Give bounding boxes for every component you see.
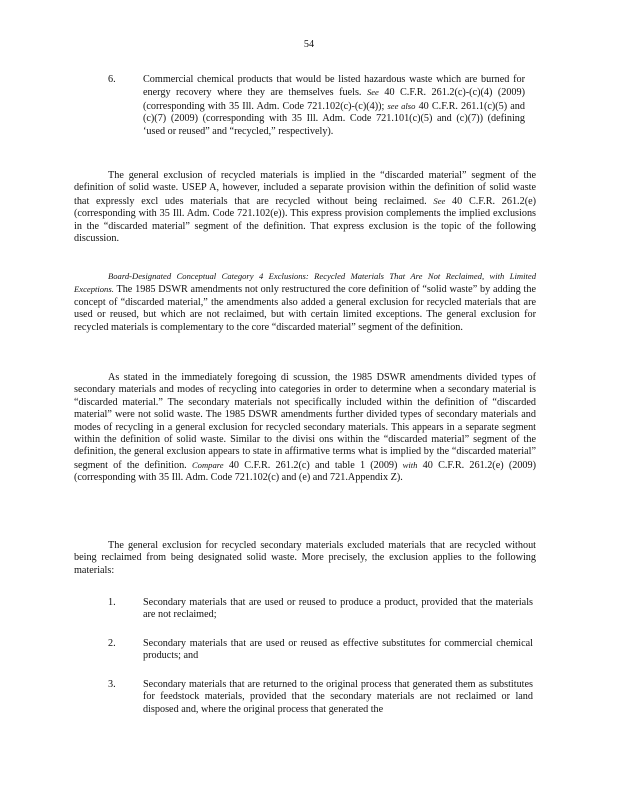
body-paragraph: As stated in the immediately foregoing di scussion, the 1985 DSWR amendments divided types of secondary materials and modes of recycling into categories in order to determine when a secondary material is “discarded material.” The secondary materials not specifically included within the definition of “discarded material” were not solid waste. The 1985 DSWR amendments further divided types of secondary materials and modes of recycling in a general exclusion for recycled secondary materials. This appears in a separate segment within the definition of solid waste. Similar to the divisi ons within the “discarded material” segment of the definition, the general exclusion appears to state in affirmative terms what is implied by the “discarded material” segment of the definition. Compare 40 C.F.R. 261.2(c) and table 1 (2009) with 40 C.F.R. 261.2(e) (2009) (corresponding with 35 Ill. Adm. Code 721.102(c) and (e) and 721.Appendix Z). xyxy=(74,372,536,484)
page-number: 54 xyxy=(303,39,315,50)
list-item-number: 6. xyxy=(108,74,116,85)
list-item-text: Commercial chemical products that would be listed hazardous waste which are burned for energy recovery where they are themselves fuels. See 40 C.F.R. 261.2(c)-(c)(4) (2009) (corresponding with 35 Ill. Adm. Code 721.102(c)-(c)(4)); see also 40 C.F.R. 261.1(c)(5) and (c)(7) (2009) (corresponding with 35 Ill. Adm. Code 721.101(c)(5) and (c)(7)) (defining ‘used or reused” and “recycled,” respectively). xyxy=(143,74,525,137)
citation-signal: See xyxy=(433,195,446,206)
body-paragraph: The general exclusion of recycled materials is implied in the “discarded material” segment of the definition of solid waste. USEP A, however, included a separate provision within the definition of solid waste that expressly excl udes materials that are recycled without being reclaimed. See 40 C.F.R. 261.2(e) (corresponding with 35 Ill. Adm. Code 721.102(e)). This express provision complements the implied exclusions in the “discarded material” segment of the definition. That express exclusion is the topic of the following discussion. xyxy=(74,170,536,245)
list-item-number: 1. xyxy=(108,597,116,608)
list-item-number: 3. xyxy=(108,679,116,690)
list-item-number: 2. xyxy=(108,638,116,649)
body-paragraph: Board-Designated Conceptual Category 4 Exclusions: Recycled Materials That Are Not Reclaimed, with Limited Exceptions. The 1985 DSWR amendments not only restructured the core definition of “solid waste” by adding the concept of “discarded material,” the amendments also added a general exclusion for recycled materials that are used or reused, but which are not reclaimed, but with certain limited exceptions. The general exclusion for recycled materials is complementary to the core “discarded material” segment of the definition. xyxy=(74,271,536,333)
list-item: Secondary materials that are used or reused as effective substitutes for commercial chemical products; and xyxy=(143,638,533,662)
section-heading: Board-Designated Conceptual Category 4 Exclusions: Recycled Materials That Are Not Reclaimed, with Limited Exceptions. xyxy=(74,271,536,295)
list-item: Secondary materials that are returned to the original process that generated them as substitutes for feedstock materials, provided that the secondary materials are not reclaimed or land disposed and, where the original process that generated the xyxy=(143,679,533,715)
list-item: Secondary materials that are used or reused to produce a product, provided that the materials are not reclaimed; xyxy=(143,597,533,621)
body-paragraph: The general exclusion for recycled secondary materials excluded materials that are recycled without being reclaimed from being designated solid waste. More precisely, the exclusion applies to the following materials: xyxy=(74,540,536,576)
citation-signal: with xyxy=(402,459,418,470)
citation-signal: see also xyxy=(387,100,416,111)
citation-signal: Compare xyxy=(191,459,224,470)
citation-signal: See xyxy=(366,87,379,98)
